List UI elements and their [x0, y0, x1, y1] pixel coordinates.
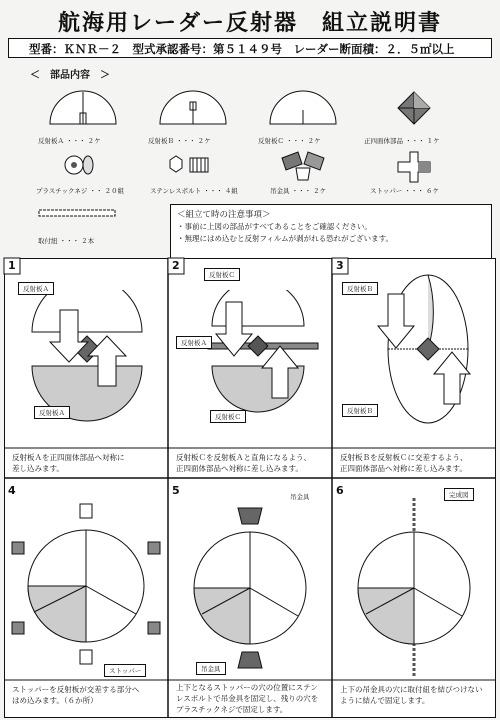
part-label-7: ストッパー ・・・ ６ケ: [370, 187, 439, 195]
step-3-label-top: 反射板Ｂ: [342, 282, 378, 295]
step-number-3: 3: [336, 259, 344, 272]
part-label-0: 反射板Ａ ・・・ ２ケ: [38, 137, 101, 145]
part-label-5: ステンレスボルト ・・・ ４組: [150, 187, 238, 195]
step-3-label-bottom: 反射板Ｂ: [342, 404, 378, 417]
step-5-instructions: 上下となるストッパーの穴の位置にステン レスボルトで吊金具を固定し、残りの穴を プラスチックネジで固定します。: [176, 683, 319, 714]
part-label-8: 取付紐 ・・・ ２本: [38, 237, 95, 245]
step-5-label-hanger-bottom: 吊金具: [196, 662, 226, 675]
step-2-label-c-bottom: 反射板Ｃ: [210, 410, 246, 423]
part-label-3: 正四面体部品 ・・・ １ケ: [364, 137, 440, 145]
step-2-diagram: [178, 290, 328, 440]
note-item: ・事前に上図の部品がすべてあることをご確認ください。: [177, 222, 372, 231]
step-6-diagram: [336, 494, 492, 680]
step-number-2: 2: [172, 259, 180, 272]
document-title: 航海用レーダー反射器 組立説明書: [57, 10, 442, 36]
step-2-label-a: 反射板Ａ: [176, 336, 212, 349]
step-5-label-hanger-top: 吊金具: [290, 493, 310, 501]
step-4-instructions: ストッパーを反射板が交差する部分へ はめ込みます。（６か所）: [12, 685, 140, 705]
note-item: ・無理にはめ込むと反射フィルムが剥がれる恐れがございます。: [177, 234, 393, 243]
step-number-1: 1: [8, 259, 16, 272]
step-6-label-complete: 完成図: [444, 488, 474, 501]
parts-header: ＜ 部品内容 ＞: [30, 70, 110, 81]
step-2-label-c-top: 反射板Ｃ: [204, 268, 240, 281]
notes-heading: ＜組立て時の注意事項＞: [177, 210, 271, 220]
step-1-label-top: 反射板Ａ: [18, 282, 54, 295]
step-4-diagram: [8, 494, 164, 674]
step-2-instructions: 反射板Ｃを反射板Ａと直角になるよう、 正四面体部品へ対称に差し込みます。: [176, 453, 311, 473]
step-1-label-bottom: 反射板Ａ: [34, 406, 70, 419]
spec-bar: 型番：ＫＮＲ－２ 型式承認番号：第５１４９号 レーダー断面積：２．５㎡以上: [8, 38, 492, 58]
step-4-label-stopper: ストッパー: [104, 664, 146, 677]
part-label-1: 反射板Ｂ ・・・ ２ケ: [148, 137, 211, 145]
part-label-2: 反射板Ｃ ・・・ ２ケ: [258, 137, 321, 145]
step-5-diagram: [172, 494, 328, 674]
part-label-4: プラスチックネジ ・・ ２０組: [36, 187, 125, 195]
step-number-6: 6: [336, 484, 344, 497]
step-number-4: 4: [8, 484, 16, 497]
step-6-instructions: 上下の吊金具の穴に取付紐を結びつけない ように結んで固定します。: [340, 685, 483, 705]
step-number-5: 5: [172, 484, 180, 497]
step-3-instructions: 反射板Ｂを反射板Ｃに交差するよう、 正四面体部品へ対称に差し込みます。: [340, 453, 468, 473]
step-1-instructions: 反射板Ａを正四面体部品へ対称に 差し込みます。: [12, 453, 125, 473]
part-label-6: 吊金具 ・・・ ２ケ: [270, 187, 327, 195]
